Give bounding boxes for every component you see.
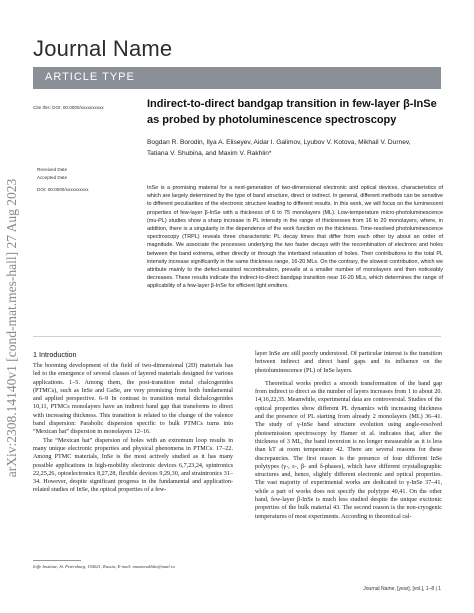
accepted-date: Accepted Date (37, 175, 68, 180)
arxiv-identifier: arXiv:2308.14140v1 [cond-mat.mes-hall] 27 Aug 2023 (4, 178, 19, 478)
separator-line (33, 336, 441, 337)
footnote-rule (33, 560, 81, 561)
abstract: InSe is a promising material for a next-generation of two-dimensional electronic and optical devices, characteristics of which are largely determined by the type of band structure, direct or indirect. In general, different methods can be sensitive to different peculiarities of the electronic structure leading to different results. In this work, we will focus on the luminescent properties of few-layer β-InSe with a thickness of 6 to 75 monolayers (ML). Low-temperature micro-photoluminescence (mu-PL) studies show a sharp increase in PL intensity in the range of thicknesses from 16 to 20 monolayers, where, in addition, there is a singularity in the dependence of the work function on the thickness. Time-resolved photoluminescence spectroscopy (TRPL) reveals three characteristic PL decay times that differ from each other by about an order of magnitude. We associate the processes underlying the two faster decays with the recombination of electrons and holes between the band extrema, either directly or through the interband relaxation of holes. Their contributions to the total PL intensity increase significantly in the same thickness range, 16-20 MLs. On the contrary, the slowest contribution, which we attribute mainly to the defect-assisted recombination, prevails at a smaller number of monolayers and then noticeably decreases. These results indicate the indirect-to-direct bandgap transition near 16-20 MLs, which determines the range of applicability of a few-layer β-InSe for efficient light emitters. (147, 185, 443, 290)
cite-line: Cite this: DOI: 00.0000/xxxxxxxxxx (33, 105, 104, 110)
intro-paragraph-1: The booming development of the field of two-dimensional (2D) materials has led to the emergence of several classes of layered materials designed for various applications. 1–5. Among them, the post-transition metal chalcogenides (PTMCs), such as InSe and GaSe, are very promising from both fundamental and applied perspective. 6–9 In contrast to transition metal dichalcogenides 10,11, PTMCs monolayers have an indirect band gap that transforms to direct with increasing thickness. This transition is related to the change of the valence band dispersion: Parabolic dispersion specific to bulk PTMCs turns into “Mexican hat” dispersion in monolayers 12–16. (33, 363, 233, 436)
article-type-banner (33, 67, 441, 89)
author-list (147, 137, 443, 159)
intro-paragraph-4: Theoretical works predict a smooth transformation of the band gap from indirect to direct as the number of layers increases from 1 to about 20. 14,16,22,35. Meanwhile, experimental data are controversial. Studies of the optical properties show different PL dynamics with increasing thickness and the presence of PL starting from already 2 monolayers (ML) 36–41. The study of γ-InSe band structure evolution using angle-resolved photoemission spectroscopy by Hamer et al. indicates that, after the thickness of 3 ML, the band inversion is no longer measurable as it is less than kT at room temperature 42. There are several reasons for these discrepancies. The first reason is the presence of four different InSe polytypes (γ-, ε-, β- and δ-phases), which have different crystallographic structures and, hence, slightly different electronic and optical properties. The vast majority of experimental works are dedicated to γ-InSe 37–41, while a part of works does not specify the polytype 40,41. On the other hand, few-layer β-InSe is much less studied despite the unique excitonic properties of the bulk material 43. The second reason is the non-cryogenic temperatures of most experiments. According to theoretical cal- (255, 380, 442, 520)
left-column (33, 362, 233, 495)
doi-line: DOI: 00.0000/xxxxxxxxxx (37, 187, 89, 192)
intro-paragraph-2: The “Mexican hat” dispersion of holes with an extremum loop results in many unique electronic properties and physical phenomena in PTMCs. 17–22. Among PTMC materials, InSe is the most actively studied as it has many possible applications in high-mobility electronic devices 6,7,23,24, spintronics 22,25,26, optoelectronics 8,27,28, flexible devices 9,29,30, and straintronics 31–34. However, despite significant progress in the fundamental and application-related studies of InSe, the optical properties of a few- (33, 437, 233, 494)
journal-name: Journal Name (33, 36, 173, 61)
received-date: Received Date (37, 167, 68, 172)
section-heading-introduction: 1 Introduction (33, 350, 77, 359)
article-title: Indirect-to-direct bandgap transition in few-layer β-InSe as probed by photoluminescence spectroscopy (147, 98, 437, 126)
intro-paragraph-3: layer InSe are still poorly understood. Of particular interest is the transition between indirect and direct band gaps and its influence on the photoluminescence (PL) of InSe layers. (255, 351, 442, 374)
page-footer: Journal Name, [year], [vol.], 1–8 | 1 (363, 586, 441, 592)
article-type-label: ARTICLE TYPE (45, 71, 135, 83)
right-column (255, 350, 442, 521)
authors-line-2: Tatiana V. Shubina, and Maxim V. Rakhlin* (147, 150, 272, 157)
affiliation-footnote: Ioffe Institute, St. Petersburg, 194021, Russia; E-mail: maximrakhlin@mail.ru (33, 564, 175, 569)
arxiv-stamp (0, 118, 24, 538)
authors-line-1: Bogdan R. Borodin, Ilya A. Eliseyev, Aidar I. Galimov, Lyubov V. Kotova, Mikhail V. Durnev, (147, 139, 411, 146)
